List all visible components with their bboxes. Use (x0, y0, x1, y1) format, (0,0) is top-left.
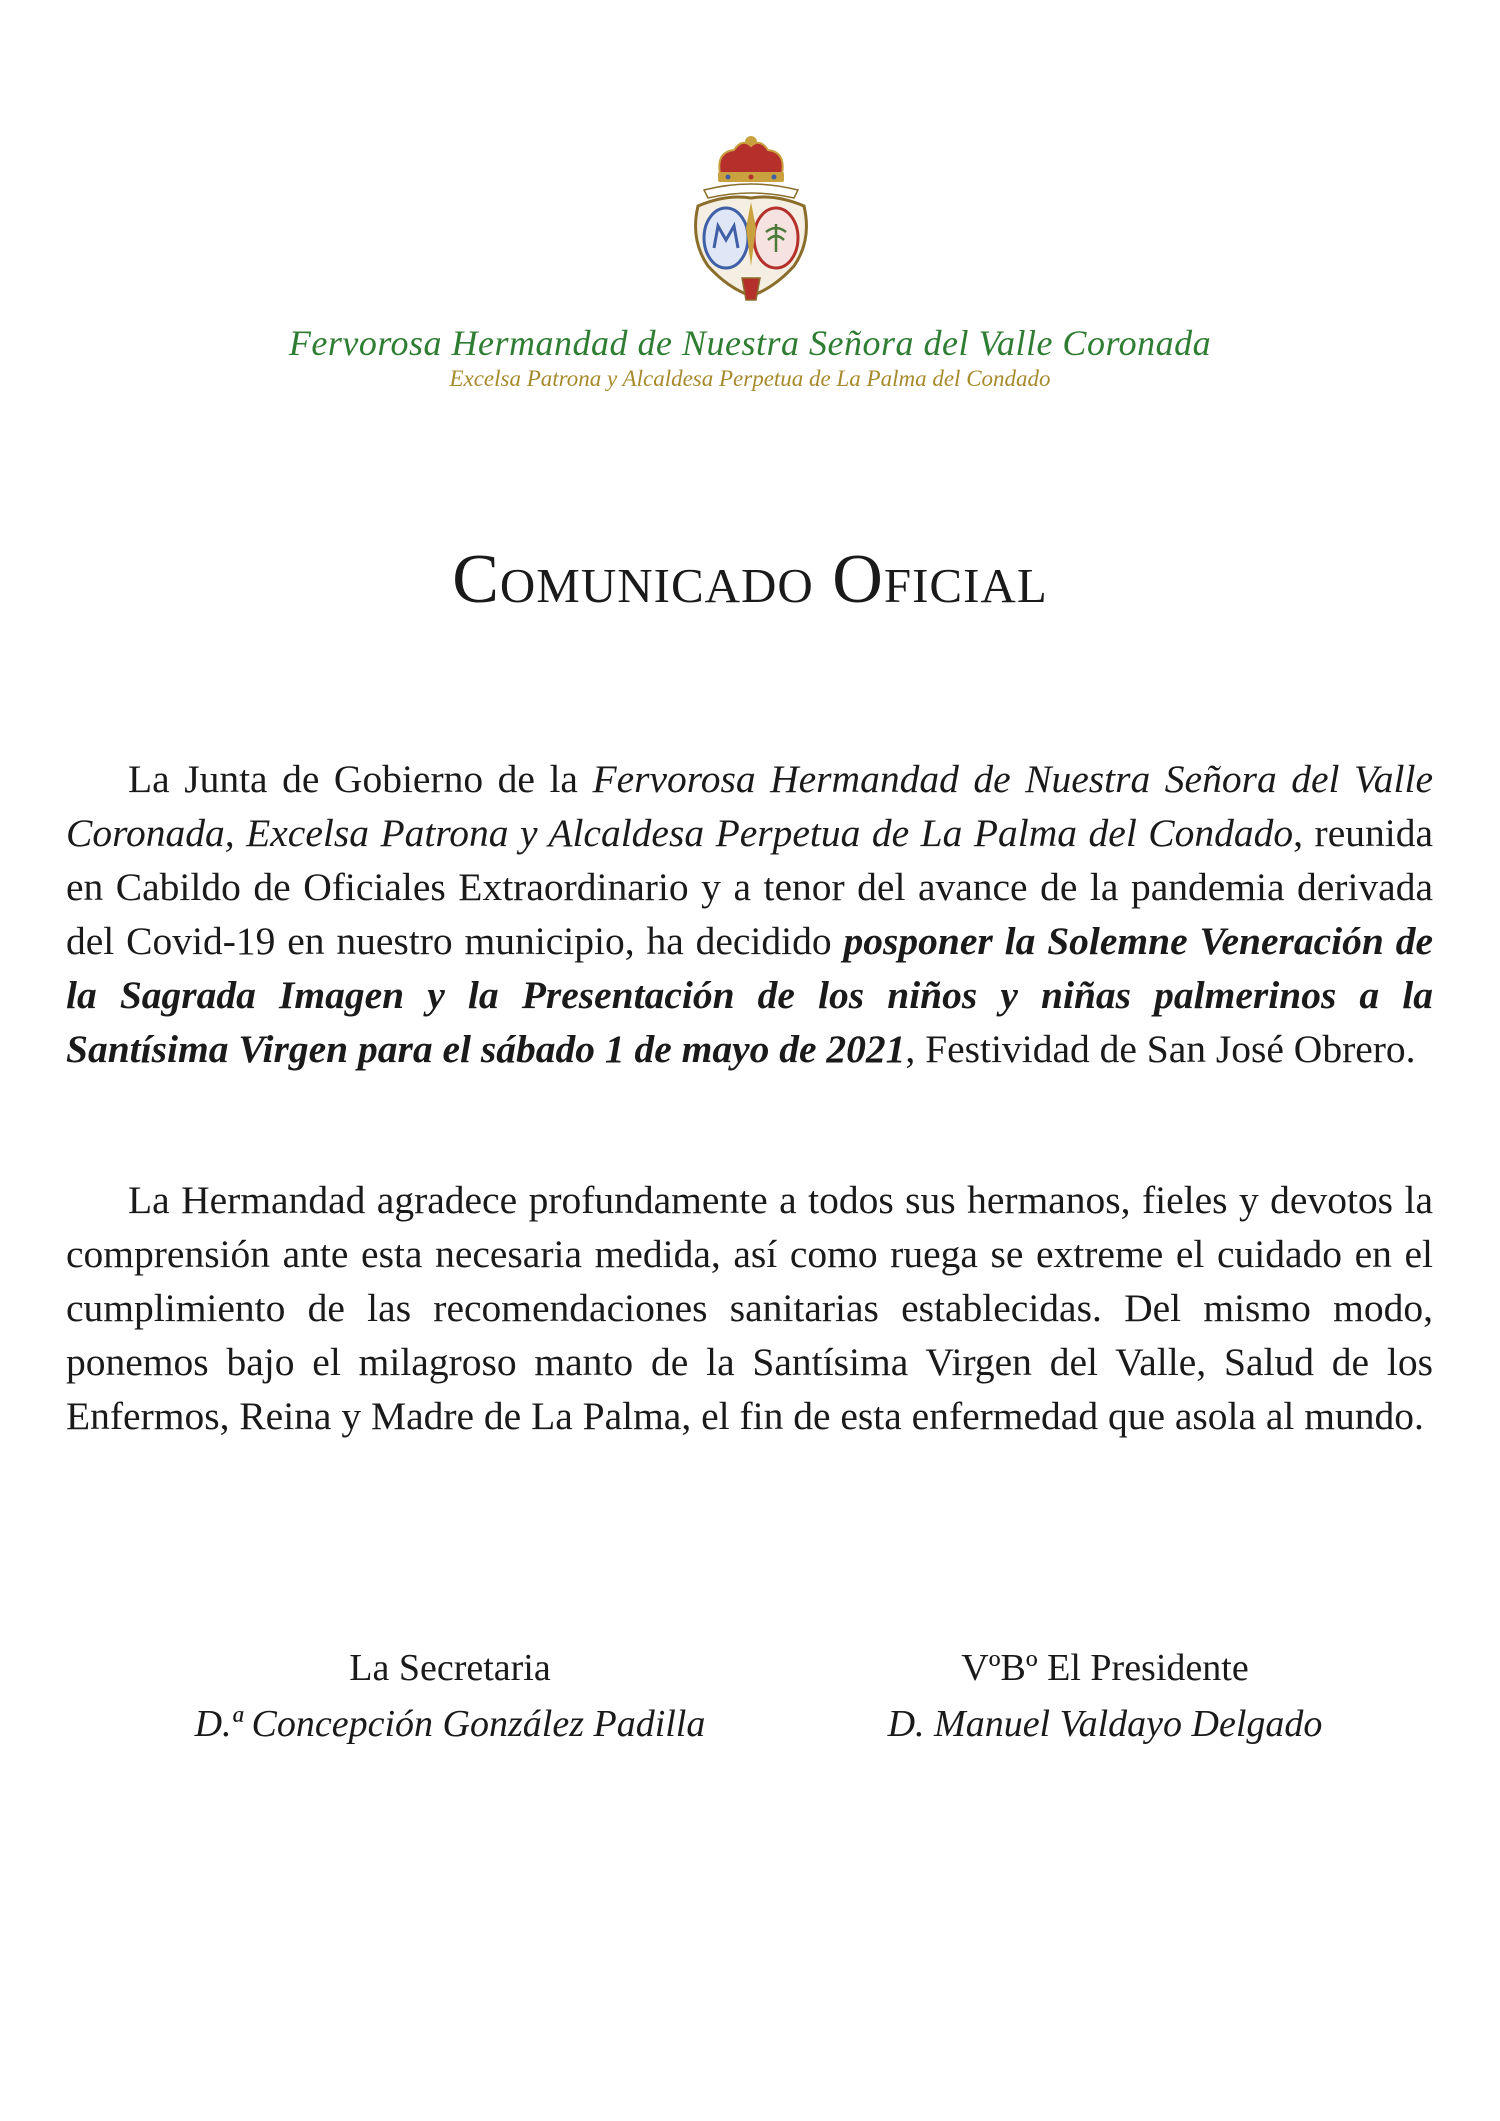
paragraph-1-ending: , Festividad de San José Obrero. (905, 1027, 1416, 1071)
signature-president-role: VºBº El Presidente (961, 1647, 1249, 1689)
paragraph-1-org-italic: Fervorosa Hermandad de Nuestra Señora del Valle Coronada, Excelsa Patrona y Alcaldesa Perpetua de La Palma del Condado (66, 757, 1433, 855)
paragraph-1 (66, 752, 1433, 1076)
signature-secretary (150, 1640, 750, 1752)
paragraph-1-intro: La Junta de Gobierno de la (128, 757, 593, 801)
document-title: Comunicado Oficial (452, 541, 1048, 618)
org-name: Fervorosa Hermandad de Nuestra Señora del Valle Coronada (288, 323, 1212, 363)
paragraph-1-decision-bold: posponer la Solemne Veneración de la Sagrada Imagen y la Presentación de los niños y niñas palmerinos a la Santísima Virgen para el sábado 1 de mayo de 2021 (66, 919, 1434, 1071)
coat-of-arms-icon (676, 128, 826, 308)
signature-president (805, 1640, 1405, 1752)
signature-secretary-role: La Secretaria (349, 1647, 551, 1689)
signature-president-name: D. Manuel Valdayo Delgado (887, 1703, 1323, 1745)
org-subtitle: Excelsa Patrona y Alcaldesa Perpetua de La Palma del Condado (449, 366, 1051, 391)
paragraph-2: La Hermandad agradece profundamente a todos sus hermanos, fieles y devotos la comprensión ante esta necesaria medida, así como ruega se extreme el cuidado en el cumplimiento de las recomendaciones sanitarias establecidas. Del mismo modo, ponemos bajo el milagroso manto de la Santísima Virgen del Valle, Salud de los Enfermos, Reina y Madre de La Palma, el fin de esta enfermedad que asola al mundo. (66, 1178, 1433, 1438)
paragraph-1-middle: , reunida en Cabildo de Oficiales Extraordinario y a tenor del avance de la pandemia derivada del Covid-19 en nuestro municipio, ha decidido (66, 811, 1433, 963)
signature-secretary-name: D.ª Concepción González Padilla (194, 1703, 706, 1745)
crown-icon (718, 136, 784, 182)
